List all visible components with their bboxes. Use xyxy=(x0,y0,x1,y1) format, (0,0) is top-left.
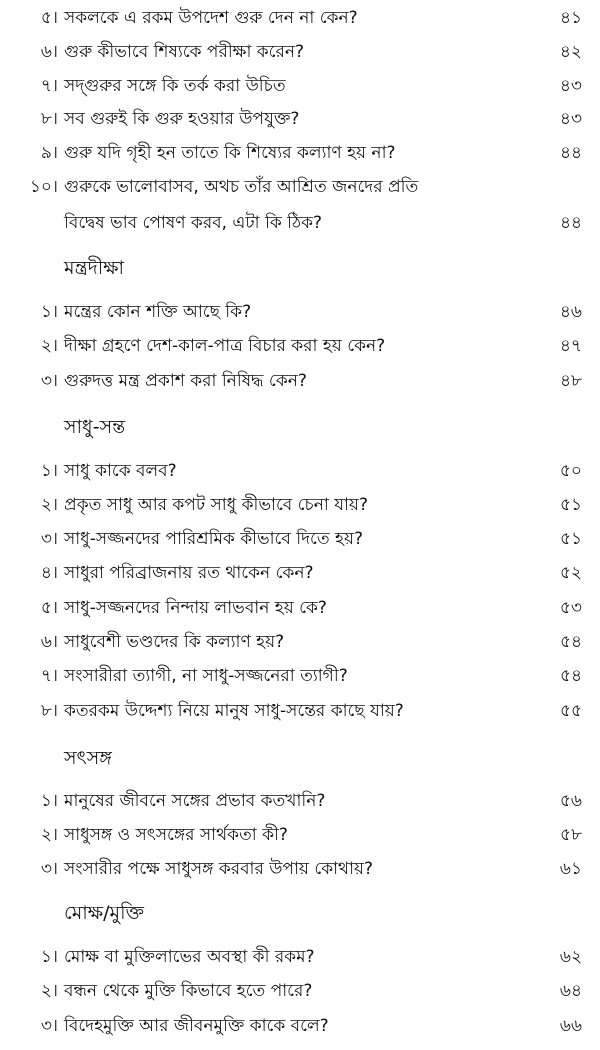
entry-page-number: ৫৫ xyxy=(559,701,582,721)
entry-page-number: ৪৩ xyxy=(559,76,582,96)
entry-page-number: ৫০ xyxy=(559,461,582,481)
entry-title: সাধুসঙ্গ ও সৎসঙ্গের সার্থকতা কী? xyxy=(64,825,288,845)
entry-title: বন্ধন থেকে মুক্তি কিভাবে হতে পারে? xyxy=(64,981,313,1001)
entry-number: ৫। xyxy=(40,598,58,618)
toc-entry xyxy=(0,330,600,362)
entry-title: মন্ত্রের কোন শক্তি আছে কি? xyxy=(64,302,252,322)
entry-title: কতরকম উদ্দেশ্য নিয়ে মানুষ সাধু-সন্তের কাছে যায়? xyxy=(64,701,404,721)
entry-title: সব গুরুই কি গুরু হওয়ার উপযুক্ত? xyxy=(64,109,300,129)
toc-entry xyxy=(0,975,600,1007)
entry-page-number: ৪৪ xyxy=(559,143,582,163)
toc-entry xyxy=(0,365,600,397)
entry-page-number: ৫২ xyxy=(559,563,582,583)
entry-number: ১। xyxy=(40,461,58,481)
entry-title: প্রকৃত সাধু আর কপট সাধু কীভাবে চেনা যায়? xyxy=(64,495,368,515)
toc-entry xyxy=(0,171,600,203)
section-heading: সাধু-সন্ত xyxy=(64,416,126,438)
entry-number: ৫। xyxy=(40,8,58,28)
entry-title: গুরু যদি গৃহী হন তাতে কি শিষ্যের কল্যাণ হয় না? xyxy=(64,143,396,163)
entry-page-number: ৪৭ xyxy=(559,336,582,356)
entry-number: ৮। xyxy=(40,109,58,129)
entry-page-number: ৬১ xyxy=(559,859,582,879)
entry-number: ৩। xyxy=(40,371,58,391)
entry-number: ৩। xyxy=(40,1016,58,1036)
entry-title: বিদেহমুক্তি আর জীবনমুক্তি কাকে বলে? xyxy=(64,1016,329,1036)
entry-page-number: ৫১ xyxy=(559,529,582,549)
entry-title: গুরু কীভাবে শিষ্যকে পরীক্ষা করেন? xyxy=(64,42,305,62)
section-heading: মন্ত্রদীক্ষা xyxy=(64,257,125,279)
entry-number: ৭। xyxy=(40,666,58,686)
entry-number: ৬। xyxy=(40,632,58,652)
entry-number: ১। xyxy=(40,791,58,811)
entry-page-number: ৫৪ xyxy=(559,666,582,686)
entry-number: ৪। xyxy=(40,563,58,583)
toc-entry xyxy=(0,207,600,239)
entry-title: সকলকে এ রকম উপদেশ গুরু দেন না কেন? xyxy=(64,8,358,28)
toc-entry xyxy=(0,660,600,692)
entry-title: গুরুকে ভালোবাসব, অথচ তাঁর আশ্রিত জনদের প্রতি xyxy=(64,177,419,197)
entry-title: সাধু-সজ্জনদের পারিশ্রমিক কীভাবে দিতে হয়? xyxy=(64,529,364,549)
entry-title: গুরুদত্ত মন্ত্র প্রকাশ করা নিষিদ্ধ কেন? xyxy=(64,371,307,391)
toc-entry xyxy=(0,523,600,555)
entry-number: ২। xyxy=(40,495,58,515)
toc-entry xyxy=(0,2,600,34)
entry-title: সাধুরা পরিব্রাজনায় রত থাকেন কেন? xyxy=(64,563,314,583)
entry-page-number: ৪৪ xyxy=(559,213,582,233)
toc-entry xyxy=(0,592,600,624)
entry-title: দীক্ষা গ্রহণে দেশ-কাল-পাত্র বিচার করা হয় কেন? xyxy=(64,336,386,356)
toc-entry xyxy=(0,695,600,727)
entry-number: ৯। xyxy=(40,143,58,163)
toc-entry xyxy=(0,489,600,521)
toc-entry xyxy=(0,70,600,102)
toc-entry xyxy=(0,36,600,68)
toc-entry xyxy=(0,296,600,328)
toc-entry xyxy=(0,785,600,817)
section-heading: সৎসঙ্গ xyxy=(64,747,112,769)
toc-entry xyxy=(0,1010,600,1042)
entry-page-number: ৪৮ xyxy=(559,371,582,391)
section-heading: মোক্ষ/মুক্তি xyxy=(64,902,145,924)
entry-title: সাধুবেশী ভণ্ডদের কি কল্যাণ হয়? xyxy=(64,632,285,652)
entry-page-number: ৫১ xyxy=(559,495,582,515)
entry-number: ২। xyxy=(40,336,58,356)
entry-number: ৮। xyxy=(40,701,58,721)
entry-title: বিদ্বেষ ভাব পোষণ করব, এটা কি ঠিক? xyxy=(64,213,322,233)
entry-page-number: ৬৬ xyxy=(559,1016,582,1036)
entry-page-number: ৪৬ xyxy=(559,302,582,322)
toc-entry xyxy=(0,819,600,851)
entry-title: সদ্গুরুর সঙ্গে কি তর্ক করা উচিত xyxy=(64,76,286,96)
entry-title: সংসারীর পক্ষে সাধুসঙ্গ করবার উপায় কোথায়? xyxy=(64,859,374,879)
entry-number: ৩। xyxy=(40,859,58,879)
toc-entry xyxy=(0,557,600,589)
entry-page-number: ৪১ xyxy=(559,8,582,28)
entry-page-number: ৪২ xyxy=(559,42,582,62)
entry-page-number: ৫৪ xyxy=(559,632,582,652)
toc-entry xyxy=(0,103,600,135)
entry-page-number: ৫৮ xyxy=(559,825,582,845)
toc-entry xyxy=(0,626,600,658)
entry-number: ৩। xyxy=(40,529,58,549)
entry-page-number: ৫৬ xyxy=(559,791,582,811)
entry-page-number: ৬২ xyxy=(559,947,582,967)
entry-title: মানুষের জীবনে সঙ্গের প্রভাব কতখানি? xyxy=(64,791,326,811)
entry-title: সাধু-সজ্জনদের নিন্দায় লাভবান হয় কে? xyxy=(64,598,327,618)
entry-number: ২। xyxy=(40,981,58,1001)
toc-entry xyxy=(0,137,600,169)
entry-title: সংসারীরা ত্যাগী, না সাধু-সজ্জনেরা ত্যাগী? xyxy=(64,666,348,686)
entry-title: মোক্ষ বা মুক্তিলাভের অবস্থা কী রকম? xyxy=(64,947,315,967)
entry-number: ২। xyxy=(40,825,58,845)
entry-number: ৬। xyxy=(40,42,58,62)
entry-page-number: ৪৩ xyxy=(559,109,582,129)
entry-title: সাধু কাকে বলব? xyxy=(64,461,177,481)
entry-number: ১০। xyxy=(29,177,58,197)
entry-number: ১। xyxy=(40,947,58,967)
toc-entry xyxy=(0,455,600,487)
entry-page-number: ৬৪ xyxy=(559,981,582,1001)
entry-number: ১। xyxy=(40,302,58,322)
toc-entry xyxy=(0,853,600,885)
entry-page-number: ৫৩ xyxy=(559,598,582,618)
entry-number: ৭। xyxy=(40,76,58,96)
toc-entry xyxy=(0,941,600,973)
